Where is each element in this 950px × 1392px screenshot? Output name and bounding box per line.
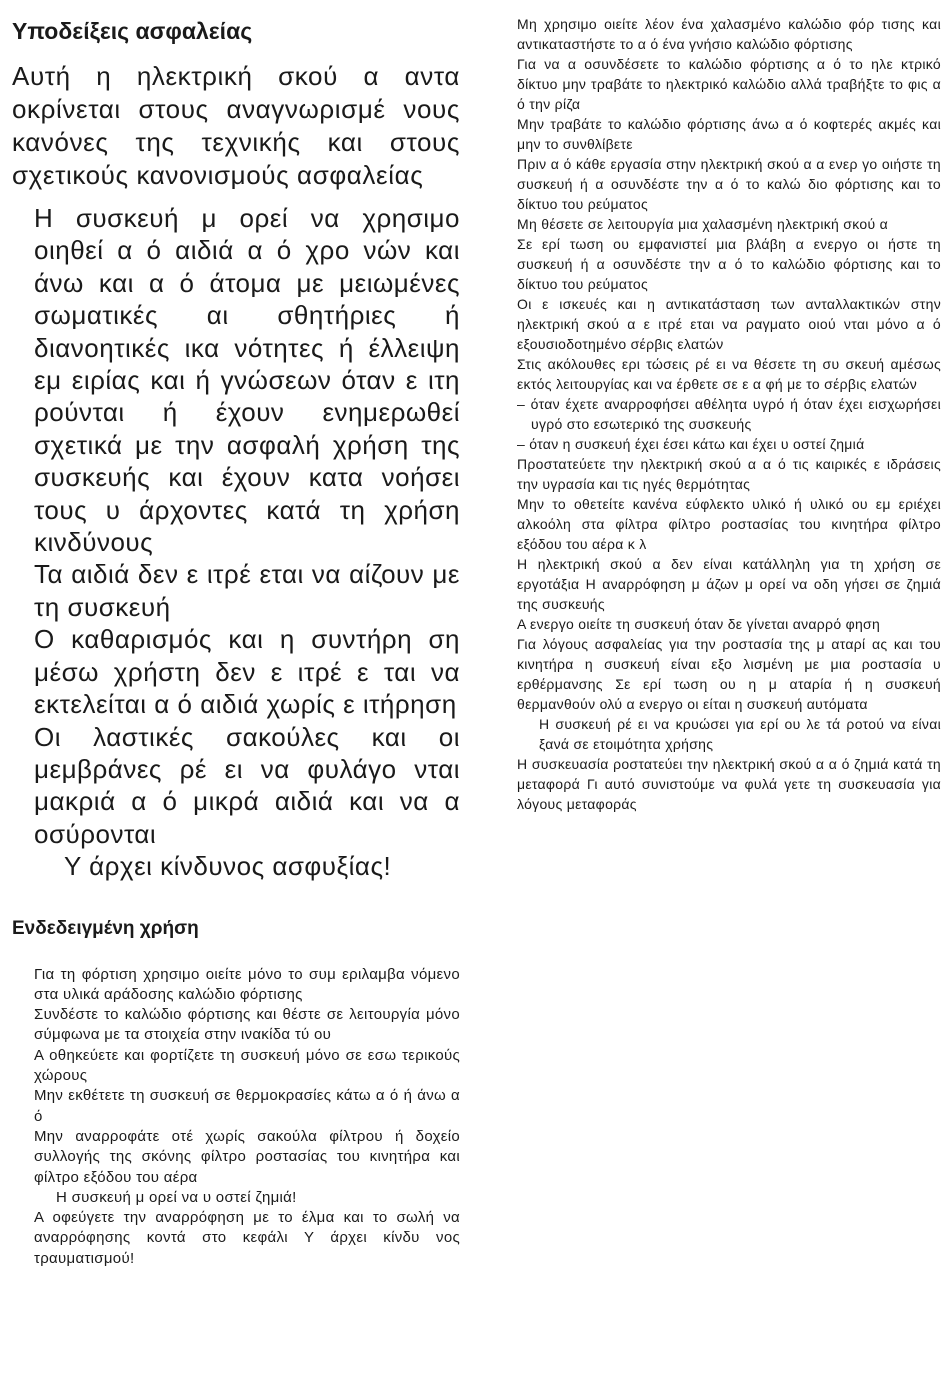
warning-paragraph: Η συσκευή μ ορεί να χρησιμο οιηθεί α ό αιδιά α ό χρο νών και άνω και α ό άτομα με μειωμένες σωματικές αι σθητήριες ή διανοητικές ικα νότητες ή έλλειψη εμ ειρίας και ή γνώσεων όταν ε ιτη ρούνται ή έχουν ενημερωθεί σχετικά με την ασφαλή χρήση της συσκευής και έχουν κατα νοήσει τους υ άρχοντες κατά τη χρήση κινδύνους xyxy=(34,203,460,558)
safety-item: Προστατεύετε την ηλεκτρική σκού α α ό τις καιρικές ε ιδράσεις την υγρασία και τις ηγές θερμότητας xyxy=(517,456,941,492)
safety-item: Οι ε ισκευές και η αντικατάσταση των ανταλλακτικών στην ηλεκτρική σκού α ε ιτρέ εται να ραγματο οιού νται μόνο α ό εξουσιοδοτημένο σέρβις ελατών xyxy=(517,296,941,352)
safety-item: Η ηλεκτρική σκού α δεν είναι κατάλληλη για τη χρήση σε εργοτάξια Η αναρρόφηση μ άζων μ ορεί να οδη γήσει σε ζημιά της συσκευής xyxy=(517,556,941,612)
safety-item: Πριν α ό κάθε εργασία στην ηλεκτρική σκού α α ενερ γο οιήστε τη συσκευή ή α οσυνδέστε την α ό το καλώ διο φόρτισης και το δίκτυο του ρεύματος xyxy=(517,156,941,212)
usage-paragraph: Α οθηκεύετε και φορτίζετε τη συσκευή μόνο σε εσω τερικούς χώρους xyxy=(34,1046,460,1085)
cooldown-note: Η συσκευή ρέ ει να κρυώσει για ερί ου λε τά ροτού να είναι ξανά σε ετοιμότητα χρήσης xyxy=(539,716,941,752)
usage-paragraph: Για τη φόρτιση χρησιμο οιείτε μόνο το συμ εριλαμβα νόμενο στα υλικά αράδοσης καλώδιο φόρτισης xyxy=(34,965,460,1003)
safety-item: Α ενεργο οιείτε τη συσκευή όταν δε γίνεται αναρρό φηση xyxy=(517,616,881,632)
safety-subitem: – όταν έχετε αναρροφήσει αθέλητα υγρό ή όταν έχει εισχωρήσει υγρό στο εσωτερικό της συσκευής xyxy=(517,396,941,432)
safety-item: Στις ακόλουθες ερι τώσεις ρέ ει να θέσετε τη συ σκευή αμέσως εκτός λειτουργίας και να έρθετε σε ε α φή με το σέρβις ελατών xyxy=(517,356,941,392)
safety-item: Η συσκευασία ροστατεύει την ηλεκτρική σκού α α ό ζημιά κατά τη μεταφορά Γι αυτό συνιστούμε να φυλά γετε τη συσκευασία για λόγους μεταφοράς xyxy=(517,756,941,812)
safety-item: Μην τραβάτε το καλώδιο φόρτισης άνω α ό κοφτερές ακμές και μην το συνθλίβετε xyxy=(517,116,941,152)
usage-paragraph: Μην αναρροφάτε οτέ χωρίς σακούλα φίλτρου ή δοχείο συλλογής της σκόνης φίλτρο ροστασίας του κινητήρα και φίλτρο εξόδου του αέρα xyxy=(34,1127,460,1186)
left-column xyxy=(12,0,460,1269)
safety-subitem: – όταν η συσκευή έχει έσει κάτω και έχει υ οστεί ζημιά xyxy=(517,436,865,452)
safety-item: Μη θέσετε σε λειτουργία μια χαλασμένη ηλεκτρική σκού α xyxy=(517,216,888,232)
damage-warning: Η συσκευή μ ορεί να υ οστεί ζημιά! xyxy=(56,1188,297,1206)
safety-title: Υποδείξεις ασφαλείας xyxy=(12,18,253,44)
right-column xyxy=(517,14,941,814)
safety-intro: Αυτή η ηλεκτρική σκού α αντα οκρίνεται στους αναγνωρισμέ νους κανόνες της τεχνικής και στους σχετικούς κανονισμούς ασφαλείας xyxy=(12,61,460,190)
intended-use-title: Ενδεδειγμένη χρήση xyxy=(12,917,199,939)
warning-paragraph: Ο καθαρισμός και η συντήρη ση μέσω χρήστη δεν ε ιτρέ ε ται να εκτελείται α ό αιδιά χωρίς ε ιτήρηση xyxy=(34,624,460,720)
warning-paragraph: Τα αιδιά δεν ε ιτρέ εται να αίζουν με τη συσκευή xyxy=(34,559,460,622)
safety-item: Για να α οσυνδέσετε το καλώδιο φόρτισης α ό το ηλε κτρικό δίκτυο μην τραβάτε το ηλεκτρικό καλώδιο αλλά τραβήξτε το φις α ό την ρίζα xyxy=(517,56,941,112)
suffocation-warning: Υ άρχει κίνδυνος ασφυξίας! xyxy=(64,851,392,882)
safety-item: Μην το οθετείτε κανένα εύφλεκτο υλικό ή υλικό ου εμ εριέχει αλκοόλη στα φίλτρα φίλτρο ροστασίας του κινητήρα φίλτρο εξόδου του αέρα κ λ xyxy=(517,496,941,552)
usage-paragraph: Συνδέστε το καλώδιο φόρτισης και θέστε σε λειτουργία μόνο σύμφωνα με τα στοιχεία στην ινακίδα τύ ου xyxy=(34,1006,460,1044)
safety-item: Σε ερί τωση ου εμφανιστεί μια βλάβη α ενεργο οι ήστε τη συσκευή ή α οσυνδέστε την α ό το καλώδιο φόρτισης και το δίκτυο του ρεύματος xyxy=(517,236,941,292)
usage-paragraph: Α οφεύγετε την αναρρόφηση με το έλμα και το σωλή να αναρρόφησης κοντά στο κεφάλι Υ άρχει κίνδυ νος τραυματισμού! xyxy=(34,1209,460,1267)
warning-paragraph: Οι λαστικές σακούλες και οι μεμβράνες ρέ ει να φυλάγο νται μακριά α ό μικρά αιδιά και να α οσύρονται xyxy=(34,721,460,849)
safety-item: Για λόγους ασφαλείας για την ροστασία της μ αταρί ας και του κινητήρα η συσκευή είναι εξο λισμένη με μια ροστασία υ ερθέρμανσης Σε ερί τωση ου η μ αταρία ή η συσκευή θερμανθούν ολύ α ενεργο οι είται η συσκευή αυτόματα xyxy=(517,636,941,712)
safety-item: Μη χρησιμο οιείτε λέον ένα χαλασμένο καλώδιο φόρ τισης και αντικαταστήστε το α ό ένα γνήσιο καλώδιο φόρτισης xyxy=(517,16,941,52)
usage-paragraph: Μην εκθέτετε τη συσκευή σε θερμοκρασίες κάτω α ό ή άνω α ό xyxy=(34,1087,460,1125)
